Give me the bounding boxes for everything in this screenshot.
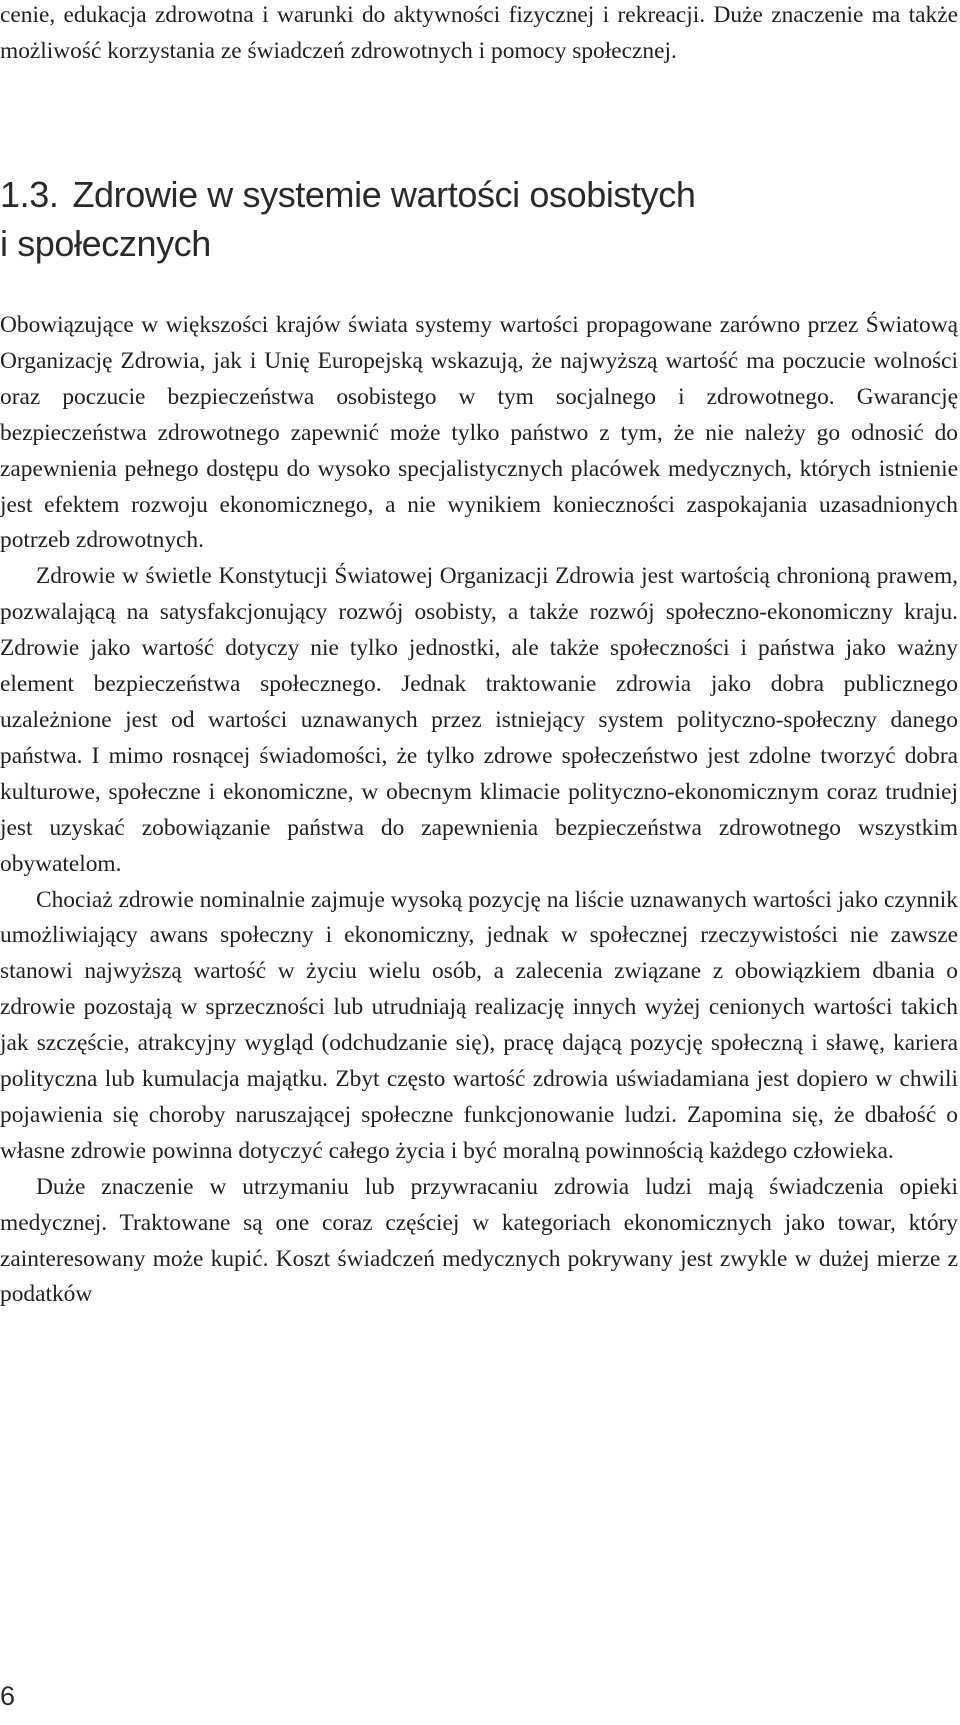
page-number: 6 xyxy=(0,1681,16,1711)
section-title-line2: i społecznych xyxy=(0,223,211,264)
paragraph-3: Chociaż zdrowie nominalnie zajmuje wysoką pozycję na liście uznawanych wartości jako czynnik umożliwiający awans społeczny i ekonomiczny, jednak w społecznej rzeczywistości nie zawsze stanowi najwyższą wartość w życiu wielu osób, a zalecenia związane z obowiązkiem dbania o zdrowie pozostają w sprzeczności lub utrudniają realizację innych wyżej cenionych wartości takich jak szczęście, atrakcyjny wygląd (odchudzanie się), pracę dającą pozycję społeczną i sławę, kariera polityczna lub kumulacja majątku. Zbyt często wartość zdrowia uświadamiana jest dopiero w chwili pojawienia się choroby naruszającej społeczne funkcjonowanie ludzi. Zapomina się, że dbałość o własne zdrowie powinna dotyczyć całego życia i być moralną powinnością każdego człowieka. xyxy=(0,886,958,1164)
section-body xyxy=(0,308,958,1313)
continuation-paragraph: cenie, edukacja zdrowotna i warunki do aktywności fizycznej i rekreacji. Duże znaczenie ma także możliwość korzystania ze świadczeń zdrowotnych i pomocy społecznej. xyxy=(0,2,958,64)
section-title-line1: Zdrowie w systemie wartości osobistych xyxy=(72,174,696,215)
paragraph-1: Obowiązujące w większości krajów świata systemy wartości propagowane zarówno przez Światową Organizację Zdrowia, jak i Unię Europejską wskazują, że najwyższą wartość ma poczucie wolności oraz poczucie bezpieczeństwa osobistego w tym socjalnego i zdrowotnego. Gwarancję bezpieczeństwa zdrowotnego zapewnić może tylko państwo z tym, że nie należy go odnosić do zapewnienia pełnego dostępu do wysoko specjalistycznych placówek medycznych, których istnienie jest efektem rozwoju ekonomicznego, a nie wynikiem konieczności zaspokajania uzasadnionych potrzeb zdrowotnych. xyxy=(0,312,958,554)
section-number: 1.3. xyxy=(0,174,59,215)
paragraph-2: Zdrowie w świetle Konstytucji Światowej Organizacji Zdrowia jest wartością chronioną prawem, pozwalającą na satysfakcjonujący rozwój osobisty, a także rozwój społeczno-ekonomiczny kraju. Zdrowie jako wartość dotyczy nie tylko jednostki, ale także społeczności i państwa jako ważny element bezpieczeństwa społecznego. Jednak traktowanie zdrowia jako dobra publicznego uzależnione jest od wartości uznawanych przez istniejący system polityczno-społeczny danego państwa. I mimo rosnącej świadomości, że tylko zdrowe społeczeństwo jest zdolne tworzyć dobra kulturowe, społeczne i ekonomiczne, w obecnym klimacie polityczno-ekonomicznym coraz trudniej jest uzyskać zobowiązanie państwa do zapewnienia bezpieczeństwa zdrowotnego wszystkim obywatelom. xyxy=(0,563,958,877)
paragraph-4: Duże znaczenie w utrzymaniu lub przywracaniu zdrowia ludzi mają świadczenia opieki medycznej. Traktowane są one coraz częściej w kategoriach ekonomicznych jako towar, który zainteresowany może kupić. Koszt świadczeń medycznych pokrywany jest zwykle w dużej mierze z podatków xyxy=(0,1173,958,1308)
section-heading xyxy=(0,170,900,268)
